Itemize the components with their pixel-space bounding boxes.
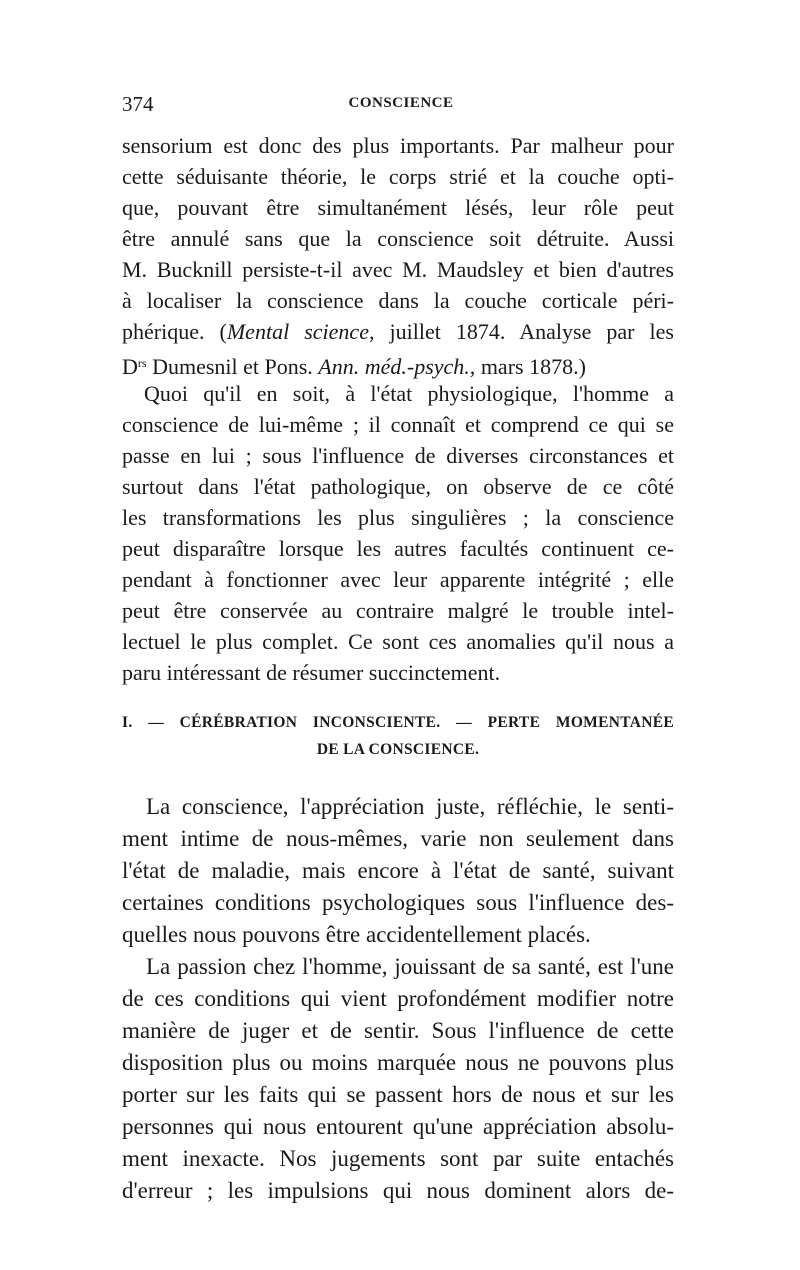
text-line: cette séduisante théorie, le corps strié et la couche opti-	[122, 164, 674, 189]
text-line: La conscience, l'appréciation juste, réfléchie, le senti-	[146, 794, 674, 819]
doctors-abbrev-sup: rs	[137, 356, 147, 370]
text-line: de ces conditions qui vient profondément modifier notre	[122, 986, 674, 1011]
doctors-names: Dumesnil et Pons.	[146, 354, 319, 379]
ref-post: juillet 1874. Analyse par les	[374, 319, 674, 344]
text-line-reference-end	[122, 348, 674, 378]
page-number: 374	[122, 92, 154, 116]
text-line: porter sur les faits qui se passent hors de nous et sur les	[122, 1082, 674, 1107]
text-line: certaines conditions psychologiques sous l'influence des-	[122, 890, 674, 915]
text-line: disposition plus ou moins marquée nous ne pouvons plus	[122, 1050, 674, 1075]
journal-title: Ann. méd.-psych.,	[318, 354, 476, 379]
text-line: ment intime de nous-mêmes, varie non seulement dans	[122, 826, 674, 851]
text-line: quelles nous pouvons être accidentellement placés.	[122, 922, 591, 947]
journal-title: Mental science,	[226, 319, 375, 344]
text-line: peut disparaître lorsque les autres facultés continuent ce-	[122, 536, 674, 561]
section-heading-line-1: I. — CÉRÉBRATION INCONSCIENTE. — PERTE MOMENTANÉE	[122, 714, 674, 731]
text-line: personnes qui nous entourent qu'une appréciation absolu-	[122, 1114, 674, 1139]
text-line: à localiser la conscience dans la couche corticale péri-	[122, 288, 674, 313]
journal-date: mars 1878.)	[475, 354, 586, 379]
text-line: pendant à fonctionner avec leur apparente intégrité ; elle	[122, 567, 674, 592]
ref-pre: phérique. (	[122, 319, 227, 344]
running-title: CONSCIENCE	[348, 95, 454, 111]
text-line: sensorium est donc des plus importants. Par malheur pour	[122, 133, 674, 158]
text-line: paru intéressant de résumer succinctement.	[122, 660, 501, 685]
text-line: l'état de maladie, mais encore à l'état de santé, suivant	[122, 858, 674, 883]
text-line: M. Bucknill persiste-t-il avec M. Maudsley et bien d'autres	[122, 257, 674, 282]
text-line: que, pouvant être simultanément lésés, leur rôle peut	[122, 195, 674, 220]
section-heading-line-2: DE LA CONSCIENCE.	[316, 741, 480, 758]
text-line: conscience de lui-même ; il connaît et comprend ce qui se	[122, 412, 674, 437]
text-line: ment inexacte. Nos jugements sont par suite entachés	[122, 1146, 674, 1171]
text-line: passe en lui ; sous l'influence de diverses circonstances et	[122, 443, 674, 468]
text-line: lectuel le plus complet. Ce sont ces anomalies qu'il nous a	[122, 629, 674, 654]
text-line: La passion chez l'homme, jouissant de sa santé, est l'une	[146, 954, 674, 979]
text-line: peut être conservée au contraire malgré le trouble intel-	[122, 598, 674, 623]
text-line: être annulé sans que la conscience soit détruite. Aussi	[122, 226, 674, 251]
text-line: Quoi qu'il en soit, à l'état physiologique, l'homme a	[144, 381, 674, 406]
text-line: les transformations les plus singulières ; la conscience	[122, 505, 674, 530]
running-head	[122, 92, 680, 122]
doctors-abbrev: D	[122, 354, 138, 379]
text-line: manière de juger et de sentir. Sous l'influence de cette	[122, 1018, 674, 1043]
text-line: d'erreur ; les impulsions qui nous dominent alors de-	[122, 1178, 674, 1203]
text-line-reference	[122, 317, 674, 347]
text-line: surtout dans l'état pathologique, on observe de ce côté	[122, 474, 674, 499]
